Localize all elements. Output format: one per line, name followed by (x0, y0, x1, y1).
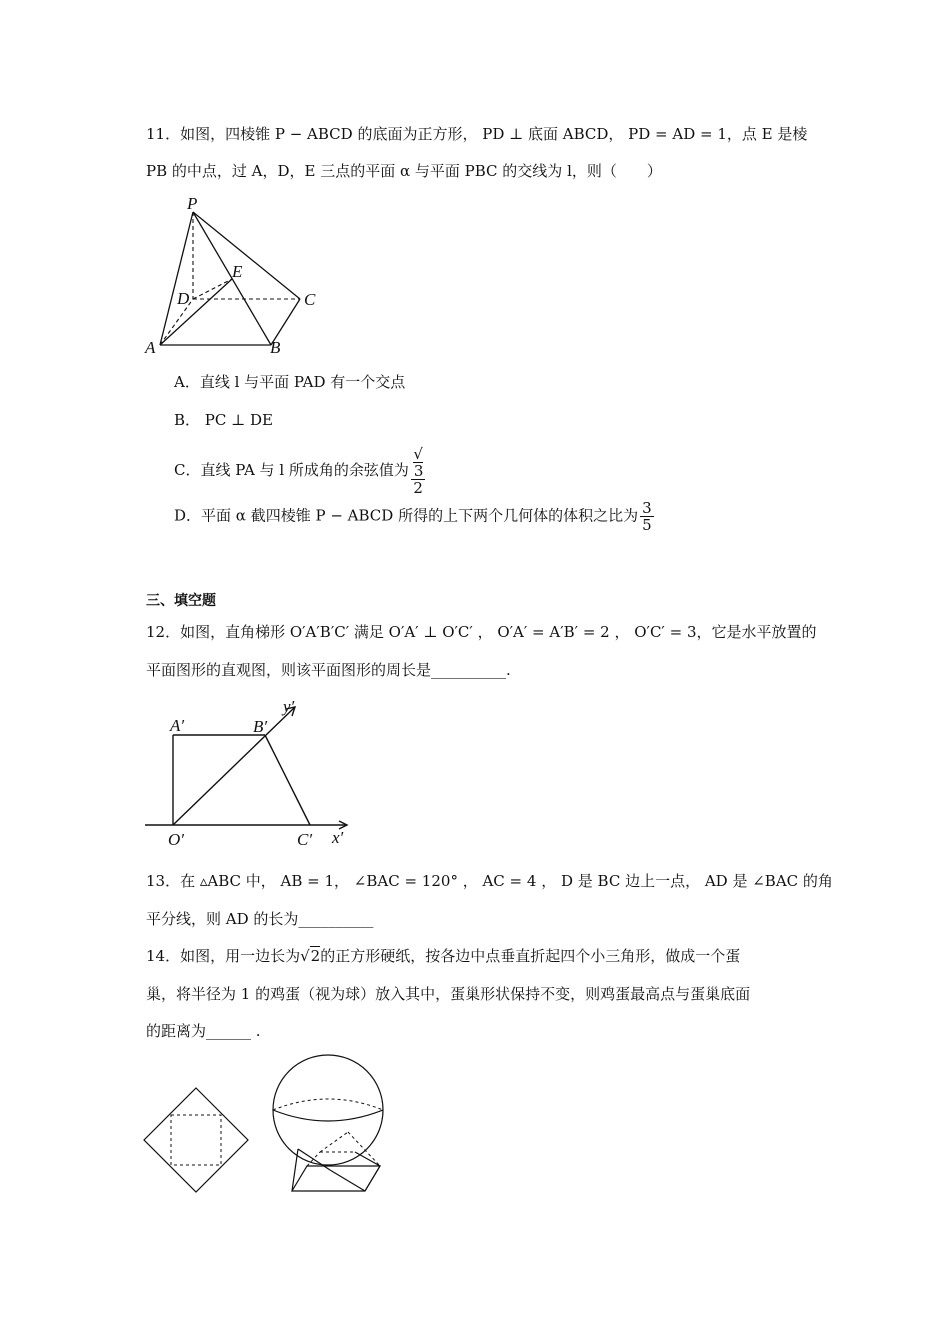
q14-line1-root: 2 (310, 947, 321, 965)
label-D: D (177, 289, 190, 308)
q11-option-d-num: 3 (642, 499, 652, 517)
q14-line2: 巢，将半径为 1 的鸡蛋（视为球）放入其中，蛋巢形状保持不变，则鸡蛋最高点与蛋巢底面 (146, 985, 751, 1003)
label-C-prime: C′ (297, 830, 313, 849)
q13-line2: 平分线，则 AD 的长为__________ (146, 910, 374, 928)
q11-line1: 11．如图，四棱锥 P − ABCD 的底面为正方形， PD ⊥ 底面 ABCD， PD = AD = 1，点 E 是棱 (146, 125, 808, 143)
label-C: C (304, 290, 316, 309)
q14-line1-post: 的正方形硬纸，按各边中点垂直折起四个小三角形，做成一个蛋 (320, 947, 741, 965)
q12-line2: 平面图形的直观图，则该平面图形的周长是__________. (146, 661, 511, 679)
label-y-axis: y′ (283, 697, 295, 716)
q11-option-a: A．直线 l 与平面 PAD 有一个交点 (174, 373, 406, 391)
q14-line1-pre: 14．如图，用一边长为 (146, 947, 301, 965)
label-E: E (232, 262, 243, 281)
q14-line1: 14．如图，用一边长为√2的正方形硬纸，按各边中点垂直折起四个小三角形，做成一个蛋 (146, 947, 741, 965)
section-title: 三、填空题 (146, 593, 216, 609)
label-A: A (145, 338, 156, 357)
trapezoid-figure (140, 697, 360, 847)
pyramid-figure (140, 195, 320, 355)
label-A-prime: A′ (170, 716, 185, 735)
q11-option-c-text: C．直线 PA 与 l 所成角的余弦值为 (174, 461, 409, 479)
label-B-prime: B′ (253, 717, 268, 736)
folded-square-figure (142, 1085, 252, 1195)
q14-line3: 的距离为______ . (146, 1022, 261, 1040)
label-x-axis: x′ (332, 828, 344, 847)
q11-option-d-text: D．平面 α 截四棱锥 P − ABCD 所得的上下两个几何体的体积之比为 (174, 506, 639, 525)
fraction-sqrt3-over-2: √ 3 2 (411, 446, 426, 496)
label-P: P (187, 194, 198, 213)
q11-option-c (174, 446, 427, 496)
q13-line1: 13．在 ▵ABC 中， AB = 1， ∠BAC = 120° ， AC = 4 ， D 是 BC 边上一点， AD 是 ∠BAC 的角 (146, 872, 833, 890)
q11-option-b: B． PC ⊥ DE (174, 411, 273, 429)
q11-option-d-den: 5 (642, 516, 652, 534)
q11-line2: PB 的中点，过 A，D，E 三点的平面 α 与平面 PBC 的交线为 l，则（ ） (146, 162, 662, 180)
label-B: B (270, 338, 281, 357)
q11-option-c-den: 2 (413, 479, 423, 497)
label-O-prime: O′ (168, 830, 184, 849)
q12-line1: 12．如图，直角梯形 O′A′B′C′ 满足 O′A′ ⊥ O′C′ ， O′A′ = A′B′ = 2 ， O′C′ = 3，它是水平放置的 (146, 623, 817, 641)
fraction-3-over-5 (640, 500, 654, 533)
q11-option-c-num: 3 (413, 462, 424, 480)
egg-nest-figure (270, 1052, 385, 1192)
q11-option-d (174, 500, 656, 533)
